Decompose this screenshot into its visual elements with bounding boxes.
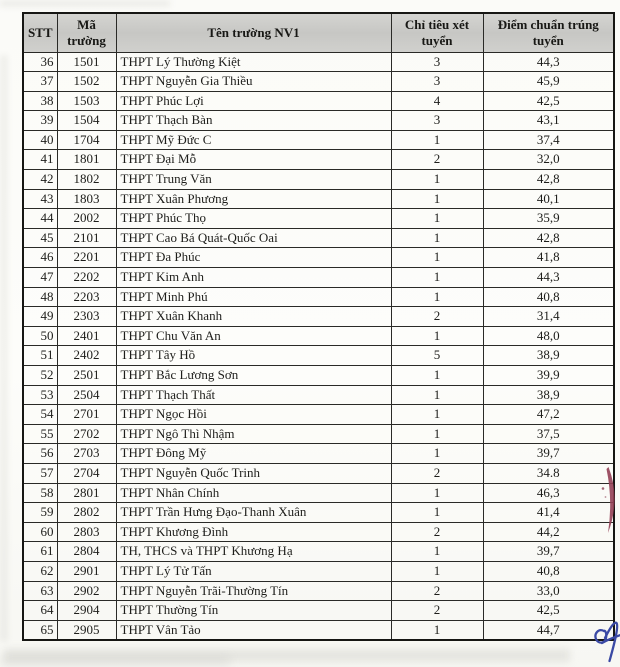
cell-stt: 58: [23, 483, 57, 503]
table-row: [23, 601, 614, 621]
table-row: [23, 111, 614, 131]
cell-chi-tieu: 1: [391, 444, 483, 464]
cell-stt: 46: [23, 248, 57, 268]
cell-ten-truong: THPT Nguyễn Gia Thiều: [116, 72, 391, 92]
table-header: [23, 13, 614, 52]
table-row: [23, 150, 614, 170]
cell-ten-truong: THPT Xuân Phương: [116, 189, 391, 209]
cell-chi-tieu: 1: [391, 170, 483, 190]
cell-stt: 52: [23, 366, 57, 386]
cell-stt: 45: [23, 228, 57, 248]
cell-ten-truong: THPT Trần Hưng Đạo-Thanh Xuân: [116, 503, 391, 523]
cell-chi-tieu: 1: [391, 326, 483, 346]
cell-stt: 42: [23, 170, 57, 190]
table-row: [23, 52, 614, 72]
cell-diem-chuan: 37,4: [483, 130, 614, 150]
cell-stt: 44: [23, 209, 57, 229]
cell-diem-chuan: 44,3: [483, 52, 614, 72]
cell-ten-truong: THPT Khương Đình: [116, 522, 391, 542]
table-row: [23, 189, 614, 209]
cell-ten-truong: THPT Mỹ Đức C: [116, 130, 391, 150]
cell-diem-chuan: 39,9: [483, 366, 614, 386]
cell-ten-truong: THPT Lý Tử Tấn: [116, 561, 391, 581]
header-ten-truong: Tên trường NV1: [116, 13, 391, 52]
table-row: [23, 581, 614, 601]
cell-stt: 49: [23, 307, 57, 327]
cell-ten-truong: THPT Thạch Bàn: [116, 111, 391, 131]
cell-ma-truong: 1504: [57, 111, 116, 131]
table-row: [23, 130, 614, 150]
cell-stt: 51: [23, 346, 57, 366]
cell-ma-truong: 1801: [57, 150, 116, 170]
table-row: [23, 287, 614, 307]
cell-diem-chuan: 37,5: [483, 424, 614, 444]
cell-ma-truong: 2902: [57, 581, 116, 601]
cell-stt: 41: [23, 150, 57, 170]
cell-ten-truong: THPT Vân Tảo: [116, 620, 391, 640]
scan-smudge-bottom: [4, 649, 570, 662]
cell-ten-truong: TH, THCS và THPT Khương Hạ: [116, 542, 391, 562]
table-row: [23, 620, 614, 640]
cell-chi-tieu: 1: [391, 130, 483, 150]
cell-ma-truong: 2804: [57, 542, 116, 562]
cell-ten-truong: THPT Phúc Lợi: [116, 91, 391, 111]
cell-ma-truong: 2504: [57, 385, 116, 405]
cell-ten-truong: THPT Thường Tín: [116, 601, 391, 621]
cell-ma-truong: 2303: [57, 307, 116, 327]
table-row: [23, 366, 614, 386]
cell-chi-tieu: 1: [391, 228, 483, 248]
cell-stt: 43: [23, 189, 57, 209]
cell-diem-chuan: 44,7: [483, 620, 614, 640]
table-row: [23, 424, 614, 444]
cell-ma-truong: 2203: [57, 287, 116, 307]
table-row: [23, 463, 614, 483]
cell-ten-truong: THPT Nguyễn Trãi-Thường Tín: [116, 581, 391, 601]
cell-ma-truong: 1502: [57, 72, 116, 92]
admission-score-table: [22, 12, 613, 641]
cell-stt: 47: [23, 268, 57, 288]
cell-chi-tieu: 2: [391, 307, 483, 327]
cell-ma-truong: 1501: [57, 52, 116, 72]
cell-ma-truong: 2801: [57, 483, 116, 503]
cell-ma-truong: 2901: [57, 561, 116, 581]
cell-chi-tieu: 3: [391, 72, 483, 92]
cell-ten-truong: THPT Kim Anh: [116, 268, 391, 288]
table-row: [23, 307, 614, 327]
table-row: [23, 542, 614, 562]
cell-diem-chuan: 40,8: [483, 287, 614, 307]
cell-diem-chuan: 43,1: [483, 111, 614, 131]
cell-diem-chuan: 35,9: [483, 209, 614, 229]
cell-chi-tieu: 1: [391, 561, 483, 581]
cell-chi-tieu: 1: [391, 542, 483, 562]
table-row: [23, 503, 614, 523]
cell-ten-truong: THPT Ngô Thì Nhậm: [116, 424, 391, 444]
cell-ma-truong: 2803: [57, 522, 116, 542]
cell-chi-tieu: 1: [391, 424, 483, 444]
cell-ma-truong: 2904: [57, 601, 116, 621]
cell-ma-truong: 1802: [57, 170, 116, 190]
header-diem-chuan: Điểm chuẩn trúng tuyển: [483, 13, 614, 52]
cell-ten-truong: THPT Ngọc Hồi: [116, 405, 391, 425]
cell-ma-truong: 2802: [57, 503, 116, 523]
cell-ten-truong: THPT Tây Hồ: [116, 346, 391, 366]
scan-smudge-left: [0, 55, 8, 641]
table-row: [23, 444, 614, 464]
cell-chi-tieu: 1: [391, 209, 483, 229]
cell-diem-chuan: 47,2: [483, 405, 614, 425]
table-row: [23, 522, 614, 542]
cell-diem-chuan: 48,0: [483, 326, 614, 346]
cell-ten-truong: THPT Chu Văn An: [116, 326, 391, 346]
cell-ten-truong: THPT Thạch Thất: [116, 385, 391, 405]
cell-stt: 54: [23, 405, 57, 425]
cell-chi-tieu: 4: [391, 91, 483, 111]
cell-diem-chuan: 42,8: [483, 170, 614, 190]
cell-chi-tieu: 1: [391, 405, 483, 425]
table-row: [23, 72, 614, 92]
cell-stt: 39: [23, 111, 57, 131]
cell-chi-tieu: 1: [391, 503, 483, 523]
cell-diem-chuan: 45,9: [483, 72, 614, 92]
table-row: [23, 170, 614, 190]
cell-chi-tieu: 2: [391, 581, 483, 601]
cell-diem-chuan: 44,2: [483, 522, 614, 542]
table-row: [23, 561, 614, 581]
cell-ten-truong: THPT Nhân Chính: [116, 483, 391, 503]
cell-ma-truong: 2701: [57, 405, 116, 425]
table-row: [23, 209, 614, 229]
table-row: [23, 326, 614, 346]
cell-stt: 56: [23, 444, 57, 464]
table-row: [23, 405, 614, 425]
cell-chi-tieu: 1: [391, 287, 483, 307]
cell-stt: 59: [23, 503, 57, 523]
header-ma-truong: Mã trường: [57, 13, 116, 52]
cell-chi-tieu: 3: [391, 111, 483, 131]
cell-chi-tieu: 2: [391, 522, 483, 542]
cell-diem-chuan: 40,1: [483, 189, 614, 209]
cell-stt: 40: [23, 130, 57, 150]
cell-stt: 36: [23, 52, 57, 72]
cell-chi-tieu: 1: [391, 268, 483, 288]
cell-ten-truong: THPT Đại Mỗ: [116, 150, 391, 170]
cell-ten-truong: THPT Xuân Khanh: [116, 307, 391, 327]
cell-chi-tieu: 1: [391, 189, 483, 209]
cell-diem-chuan: 42,5: [483, 91, 614, 111]
cell-ma-truong: 2501: [57, 366, 116, 386]
cell-ma-truong: 2202: [57, 268, 116, 288]
cell-ma-truong: 1503: [57, 91, 116, 111]
cell-ma-truong: 2201: [57, 248, 116, 268]
cell-ma-truong: 2401: [57, 326, 116, 346]
cell-ma-truong: 2702: [57, 424, 116, 444]
cell-stt: 50: [23, 326, 57, 346]
cell-diem-chuan: 39,7: [483, 444, 614, 464]
cell-chi-tieu: 1: [391, 248, 483, 268]
header-stt: STT: [23, 13, 57, 52]
cell-stt: 61: [23, 542, 57, 562]
table-row: [23, 385, 614, 405]
cell-ma-truong: 2905: [57, 620, 116, 640]
cell-chi-tieu: 1: [391, 366, 483, 386]
cell-ma-truong: 1803: [57, 189, 116, 209]
cell-ten-truong: THPT Đa Phúc: [116, 248, 391, 268]
cell-diem-chuan: 38,9: [483, 385, 614, 405]
cell-ma-truong: 2101: [57, 228, 116, 248]
cell-ten-truong: THPT Cao Bá Quát-Quốc Oai: [116, 228, 391, 248]
cell-ma-truong: 2002: [57, 209, 116, 229]
table-body: [23, 52, 614, 640]
cell-ten-truong: THPT Trung Văn: [116, 170, 391, 190]
cell-chi-tieu: 2: [391, 150, 483, 170]
cell-stt: 48: [23, 287, 57, 307]
cell-ma-truong: 1704: [57, 130, 116, 150]
scan-smudge-bottom-2: [0, 657, 230, 666]
cell-stt: 37: [23, 72, 57, 92]
cell-diem-chuan: 46,3: [483, 483, 614, 503]
cell-diem-chuan: 32,0: [483, 150, 614, 170]
cell-diem-chuan: 42,5: [483, 601, 614, 621]
scan-smudge-top: [0, 0, 170, 7]
table-row: [23, 268, 614, 288]
cell-ten-truong: THPT Nguyễn Quốc Trinh: [116, 463, 391, 483]
cell-chi-tieu: 3: [391, 52, 483, 72]
cell-ten-truong: THPT Đông Mỹ: [116, 444, 391, 464]
header-chi-tieu: Chỉ tiêu xét tuyển: [391, 13, 483, 52]
table-row: [23, 248, 614, 268]
cell-diem-chuan: 42,8: [483, 228, 614, 248]
cell-ma-truong: 2703: [57, 444, 116, 464]
cell-stt: 55: [23, 424, 57, 444]
table-row: [23, 346, 614, 366]
cell-diem-chuan: 34.8: [483, 463, 614, 483]
cell-stt: 57: [23, 463, 57, 483]
cell-diem-chuan: 33,0: [483, 581, 614, 601]
cell-chi-tieu: 2: [391, 601, 483, 621]
cell-chi-tieu: 2: [391, 463, 483, 483]
cell-chi-tieu: 1: [391, 385, 483, 405]
table-row: [23, 228, 614, 248]
cell-chi-tieu: 1: [391, 620, 483, 640]
table-row: [23, 91, 614, 111]
cell-stt: 65: [23, 620, 57, 640]
cell-diem-chuan: 40,8: [483, 561, 614, 581]
cell-diem-chuan: 44,3: [483, 268, 614, 288]
cell-ten-truong: THPT Minh Phú: [116, 287, 391, 307]
cell-diem-chuan: 41,8: [483, 248, 614, 268]
cell-diem-chuan: 41,4: [483, 503, 614, 523]
score-table: [22, 12, 615, 641]
cell-ten-truong: THPT Lý Thường Kiệt: [116, 52, 391, 72]
cell-stt: 38: [23, 91, 57, 111]
cell-ten-truong: THPT Phúc Thọ: [116, 209, 391, 229]
cell-chi-tieu: 5: [391, 346, 483, 366]
header-row: [23, 13, 614, 52]
cell-stt: 62: [23, 561, 57, 581]
cell-stt: 64: [23, 601, 57, 621]
cell-stt: 63: [23, 581, 57, 601]
cell-ma-truong: 2704: [57, 463, 116, 483]
cell-chi-tieu: 1: [391, 483, 483, 503]
cell-ma-truong: 2402: [57, 346, 116, 366]
cell-ten-truong: THPT Bắc Lương Sơn: [116, 366, 391, 386]
cell-diem-chuan: 38,9: [483, 346, 614, 366]
cell-diem-chuan: 31,4: [483, 307, 614, 327]
cell-stt: 53: [23, 385, 57, 405]
table-row: [23, 483, 614, 503]
cell-diem-chuan: 39,7: [483, 542, 614, 562]
cell-stt: 60: [23, 522, 57, 542]
